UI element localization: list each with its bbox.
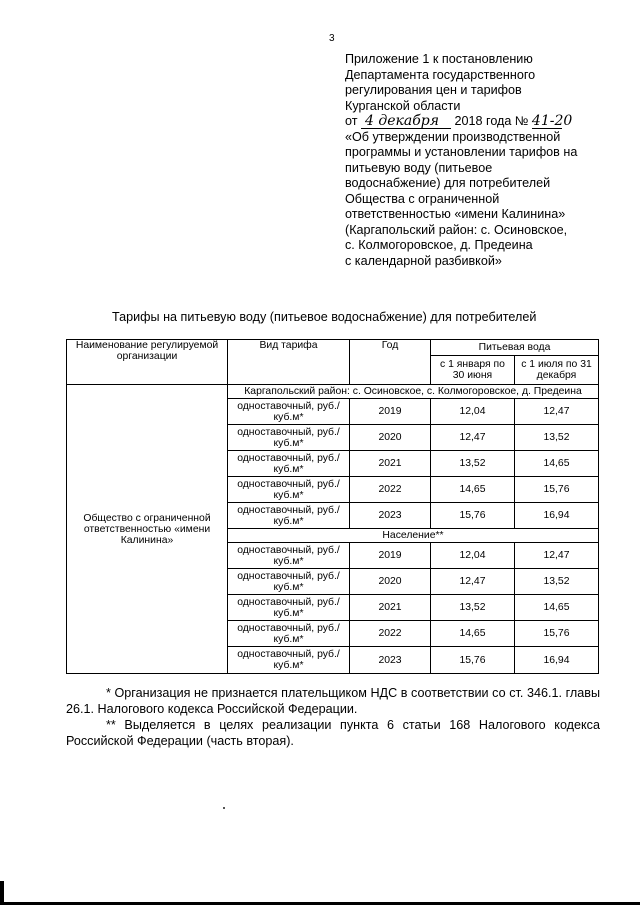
period-1-cell: 15,76 (431, 503, 515, 529)
header-year: Год (350, 340, 431, 385)
tariff-type-cell: одноставочный, руб./куб.м* (228, 621, 350, 647)
section-title: Каргапольский район: с. Осиновское, с. Колмогоровское, д. Предеина (228, 385, 599, 399)
period-2-cell: 16,94 (515, 647, 599, 674)
tariff-type-cell: одноставочный, руб./куб.м* (228, 503, 350, 529)
tariff-type-cell: одноставочный, руб./куб.м* (228, 647, 350, 674)
annex-header (345, 52, 615, 269)
scan-speck (223, 807, 225, 809)
period-2-cell: 16,94 (515, 503, 599, 529)
period-2-cell: 12,47 (515, 399, 599, 425)
tariffs-table (66, 339, 599, 674)
year-cell: 2020 (350, 569, 431, 595)
page-frame-left (0, 881, 4, 905)
handwritten-number: 41-20 (531, 113, 573, 129)
period-1-cell: 13,52 (431, 451, 515, 477)
period-1-cell: 12,04 (431, 399, 515, 425)
year-cell: 2019 (350, 399, 431, 425)
organization-cell: Общество с ограниченной ответственностью «имени Калинина» (67, 385, 228, 674)
period-2-cell: 14,65 (515, 595, 599, 621)
table-title: Тарифы на питьевую воду (питьевое водоснабжение) для потребителей (112, 310, 537, 324)
annex-line: Приложение 1 к постановлению (345, 52, 533, 66)
tariff-type-cell: одноставочный, руб./куб.м* (228, 451, 350, 477)
year-cell: 2021 (350, 595, 431, 621)
annex-line: Курганской области (345, 98, 461, 113)
period-1-cell: 12,47 (431, 425, 515, 451)
handwritten-date: 4 декабря (361, 115, 451, 129)
year-cell: 2022 (350, 621, 431, 647)
year-cell: 2023 (350, 647, 431, 674)
period-2-cell: 15,76 (515, 621, 599, 647)
tariff-type-cell: одноставочный, руб./куб.м* (228, 425, 350, 451)
period-1-cell: 15,76 (431, 647, 515, 674)
annex-line: регулирования цен и тарифов (345, 83, 522, 97)
period-2-cell: 15,76 (515, 477, 599, 503)
annex-date-line (345, 114, 615, 130)
footnote-population: ** Выделяется в целях реализации пункта 6 статьи 168 Налогового кодекса Российской Федерации (часть вторая). (66, 718, 600, 748)
tariff-type-cell: одноставочный, руб./куб.м* (228, 477, 350, 503)
period-1-cell: 14,65 (431, 477, 515, 503)
period-2-cell: 14,65 (515, 451, 599, 477)
annex-subject-line: с. Колмогоровское, д. Предеина (345, 238, 533, 252)
annex-subject-line: Общества с ограниченной (345, 191, 500, 206)
table-header-row (67, 340, 599, 356)
year-cell: 2023 (350, 503, 431, 529)
annex-subject-line: программы и установлении тарифов на (345, 145, 578, 159)
year-cell: 2019 (350, 543, 431, 569)
tariff-type-cell: одноставочный, руб./куб.м* (228, 399, 350, 425)
footnotes (66, 685, 600, 749)
period-2-cell: 13,52 (515, 425, 599, 451)
period-1-cell: 12,47 (431, 569, 515, 595)
period-2-cell: 12,47 (515, 543, 599, 569)
period-2-cell: 13,52 (515, 569, 599, 595)
annex-line: Департамента государственного (345, 67, 536, 82)
header-tariff-type: Вид тарифа (228, 340, 350, 385)
period-1-cell: 12,04 (431, 543, 515, 569)
period-1-cell: 13,52 (431, 595, 515, 621)
section-row (67, 385, 599, 399)
header-period-1: с 1 января по 30 июня (431, 356, 515, 385)
tariff-type-cell: одноставочный, руб./куб.м* (228, 595, 350, 621)
annex-subject-line: с календарной разбивкой» (345, 253, 502, 268)
header-period-2: с 1 июля по 31 декабря (515, 356, 599, 385)
annex-subject-line: водоснабжение) для потребителей (345, 176, 551, 190)
tariff-type-cell: одноставочный, руб./куб.м* (228, 569, 350, 595)
period-1-cell: 14,65 (431, 621, 515, 647)
date-suffix: 2018 года № (454, 114, 529, 128)
page-number: 3 (329, 33, 335, 44)
year-cell: 2021 (350, 451, 431, 477)
header-org: Наименование регулируемой организации (67, 340, 228, 385)
annex-subject-line: «Об утверждении производственной (345, 129, 561, 144)
annex-subject-line: питьевую воду (питьевое (345, 160, 493, 175)
footnote-vat: * Организация не признается плательщиком НДС в соответствии со ст. 346.1. главы 26.1. Налогового кодекса Российской Федерации. (66, 686, 600, 716)
annex-subject-line: (Каргапольский район: с. Осиновское, (345, 222, 568, 237)
year-cell: 2020 (350, 425, 431, 451)
date-prefix: от (345, 114, 358, 128)
header-water: Питьевая вода (431, 340, 599, 356)
section-title: Население** (228, 529, 599, 543)
year-cell: 2022 (350, 477, 431, 503)
tariff-type-cell: одноставочный, руб./куб.м* (228, 543, 350, 569)
annex-subject-line: ответственностью «имени Калинина» (345, 207, 566, 221)
